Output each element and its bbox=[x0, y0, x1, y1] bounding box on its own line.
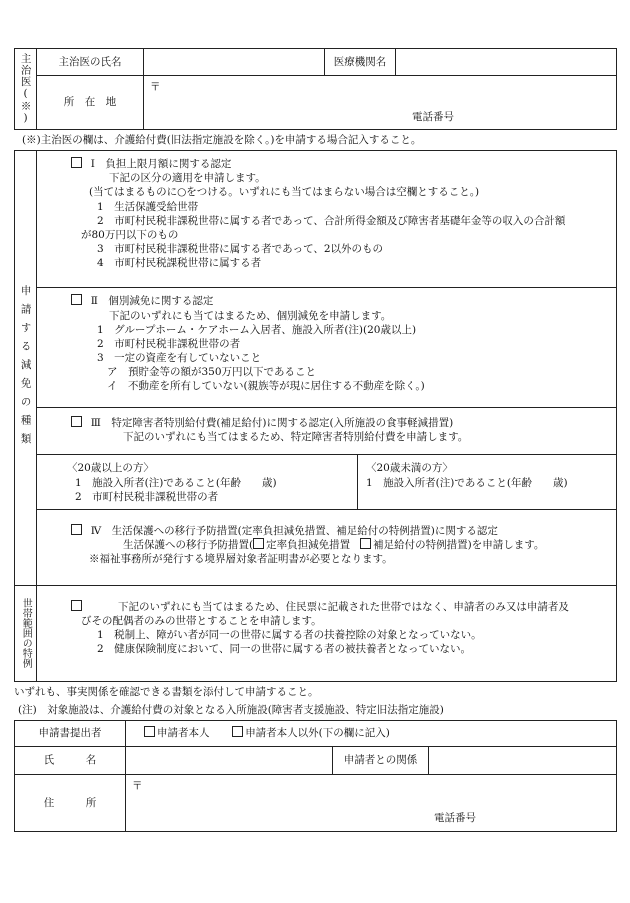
section1-option-2: 2 市町村民税非課税世帯に属する者であって、合計所得金額及び障害者基礎年金等の収入の合計額 bbox=[97, 214, 566, 227]
household-checkbox[interactable] bbox=[71, 600, 82, 611]
section2-checkbox[interactable] bbox=[71, 294, 82, 305]
submitter-name-field[interactable] bbox=[126, 747, 333, 775]
doctor-name-field[interactable] bbox=[144, 49, 325, 76]
submitter-address-field[interactable] bbox=[126, 775, 617, 832]
section3-over20-item-2: 2 市町村民税非課税世帯の者 bbox=[75, 490, 219, 503]
footer-note-1: いずれも、事実関係を確認できる書類を添付して申請すること。 bbox=[14, 686, 319, 698]
section2-cell bbox=[37, 288, 617, 408]
submitter-label: 申請書提出者 bbox=[38, 727, 102, 740]
section1-option-4: 4 市町村民税課税世帯に属する者 bbox=[97, 257, 262, 270]
submitter-address-label: 住 所 bbox=[43, 796, 97, 809]
doctor-phone-label: 電話番号 bbox=[412, 111, 454, 123]
section1-title: Ⅰ 負担上限月額に関する認定 bbox=[90, 158, 232, 170]
doctor-table bbox=[14, 48, 617, 130]
reduction-table bbox=[14, 150, 617, 682]
submitter-relation-label: 申請者との関係 bbox=[343, 754, 418, 767]
section3-over20-item-1: 1 施設入所者(注)であること(年齢 歳) bbox=[75, 476, 277, 489]
section2-option-3a: ア 預貯金等の額が350万円以下であること bbox=[107, 366, 317, 379]
reduction-side-label: 申請する減免の種類 bbox=[19, 284, 32, 452]
submitter-other-checkbox[interactable] bbox=[232, 726, 243, 737]
submitter-self-label: 申請者本人 bbox=[157, 727, 210, 740]
section2-option-2: 2 市町村民税非課税世帯の者 bbox=[97, 337, 241, 350]
section3-subtitle: 下記のいずれにも当てはまるため、特定障害者特別給付費を申請します。 bbox=[123, 431, 469, 444]
household-line-1: 下記のいずれにも当てはまるため、住民票に記載された世帯ではなく、申請者のみ又は申請者及 bbox=[118, 600, 569, 613]
section4-checkbox[interactable] bbox=[71, 524, 82, 535]
doctor-institution-label-cell bbox=[325, 49, 396, 76]
household-side-label-cell bbox=[15, 585, 37, 681]
submitter-postal-mark: 〒 bbox=[132, 780, 143, 792]
section1-option-2-cont: が80万円以下のもの bbox=[81, 228, 179, 241]
section4-line-post: )を申請します。 bbox=[467, 538, 545, 551]
footer-note-2: (注) 対象施設は、介護給付費の対象となる入所施設(障害者支援施設、特定旧法指定施設) bbox=[18, 704, 444, 716]
household-item-1: 1 税制上、障がい者が同一の世帯に属する者の扶養控除の対象となっていない。 bbox=[97, 628, 482, 641]
section1-option-1: 1 生活保護受給世帯 bbox=[97, 200, 199, 213]
submitter-self-checkbox[interactable] bbox=[144, 726, 155, 737]
submitter-table bbox=[14, 720, 617, 832]
section3-over20-title: 〈20歳以上の方〉 bbox=[67, 462, 154, 475]
doctor-side-label-cell bbox=[15, 49, 37, 130]
section1-line: 下記の区分の適用を申請します。 bbox=[109, 172, 266, 185]
household-cell bbox=[37, 585, 617, 681]
doctor-address-label: 所 在 地 bbox=[63, 96, 117, 109]
submitter-name-label-cell bbox=[15, 747, 126, 775]
doctor-institution-label: 医療機関名 bbox=[333, 55, 387, 68]
submitter-options-cell bbox=[126, 721, 617, 747]
section3-checkbox[interactable] bbox=[71, 416, 82, 427]
section4-title: Ⅳ 生活保護への移行予防措置(定率負担減免措置、補足給付の特例措置)に関する認定 bbox=[90, 524, 498, 537]
doctor-note: (※)主治医の欄は、介護給付費(旧法指定施設を除く。)を申請する場合記入すること。 bbox=[22, 134, 422, 146]
section4-line-pre: 生活保護への移行予防措置( bbox=[123, 538, 254, 551]
doctor-name-label: 主治医の氏名 bbox=[58, 55, 122, 68]
submitter-address-label-cell bbox=[15, 775, 126, 832]
reduction-side-label-cell bbox=[15, 151, 37, 586]
section4-option2-label: 補足給付の特例措置 bbox=[373, 538, 468, 551]
section3-title: Ⅲ 特定障害者特別給付費(補足給付)に関する認定(入所施設の食事軽減措置) bbox=[90, 417, 454, 430]
section2-option-3b: イ 不動産を所有していない(親族等が現に居住する不動産を除く。) bbox=[107, 380, 425, 393]
household-line-2: びその配偶者のみの世帯とすることを申請します。 bbox=[81, 614, 322, 627]
doctor-institution-field[interactable] bbox=[396, 49, 617, 76]
submitter-label-cell bbox=[15, 721, 126, 747]
section4-cell bbox=[37, 509, 617, 585]
doctor-postal-mark: 〒 bbox=[150, 81, 161, 93]
section3-under20-title: 〈20歳未満の方〉 bbox=[366, 462, 453, 475]
section3-over20-cell bbox=[37, 455, 358, 509]
section3-under20-cell bbox=[358, 455, 617, 509]
submitter-phone-label: 電話番号 bbox=[434, 812, 476, 824]
doctor-address-label-cell bbox=[37, 76, 144, 130]
section4-option2-checkbox[interactable] bbox=[360, 538, 371, 549]
section4-option1-label: 定率負担減免措置 bbox=[266, 538, 351, 551]
section4-option1-checkbox[interactable] bbox=[253, 538, 264, 549]
doctor-address-field[interactable] bbox=[144, 76, 617, 130]
section1-line: (当てはまるものに○をつける。いずれにも当てはまらない場合は空欄とすること。) bbox=[89, 186, 480, 199]
household-item-2: 2 健康保険制度において、同一の世帯に属する者の被扶養者となっていない。 bbox=[97, 643, 471, 656]
section1-cell bbox=[37, 151, 617, 288]
doctor-side-label: 主治医(※) bbox=[19, 53, 32, 125]
section1-option-3: 3 市町村民税非課税世帯に属する者であって、2以外のもの bbox=[97, 243, 384, 256]
doctor-name-label-cell bbox=[37, 49, 144, 76]
section1-checkbox[interactable] bbox=[71, 157, 82, 168]
submitter-relation-label-cell bbox=[333, 747, 429, 775]
section2-line: 下記のいずれにも当てはまるため、個別減免を申請します。 bbox=[109, 309, 392, 322]
section2-option-1: 1 グループホーム・ケアホーム入居者、施設入所者(注)(20歳以上) bbox=[97, 323, 417, 336]
section2-option-3: 3 一定の資産を有していないこと bbox=[97, 352, 262, 365]
household-side-label: 世帯範囲の特例 bbox=[20, 598, 32, 669]
section4-note: ※福祉事務所が発行する境界層対象者証明書が必要となります。 bbox=[89, 553, 393, 566]
submitter-other-label: 申請者本人以外(下の欄に記入) bbox=[245, 727, 390, 740]
submitter-name-label: 氏 名 bbox=[43, 754, 97, 767]
section3-cell bbox=[37, 408, 617, 455]
submitter-relation-field[interactable] bbox=[429, 747, 617, 775]
section2-title: Ⅱ 個別減免に関する認定 bbox=[90, 295, 214, 308]
section3-under20-item-1: 1 施設入所者(注)であること(年齢 歳) bbox=[366, 476, 568, 489]
